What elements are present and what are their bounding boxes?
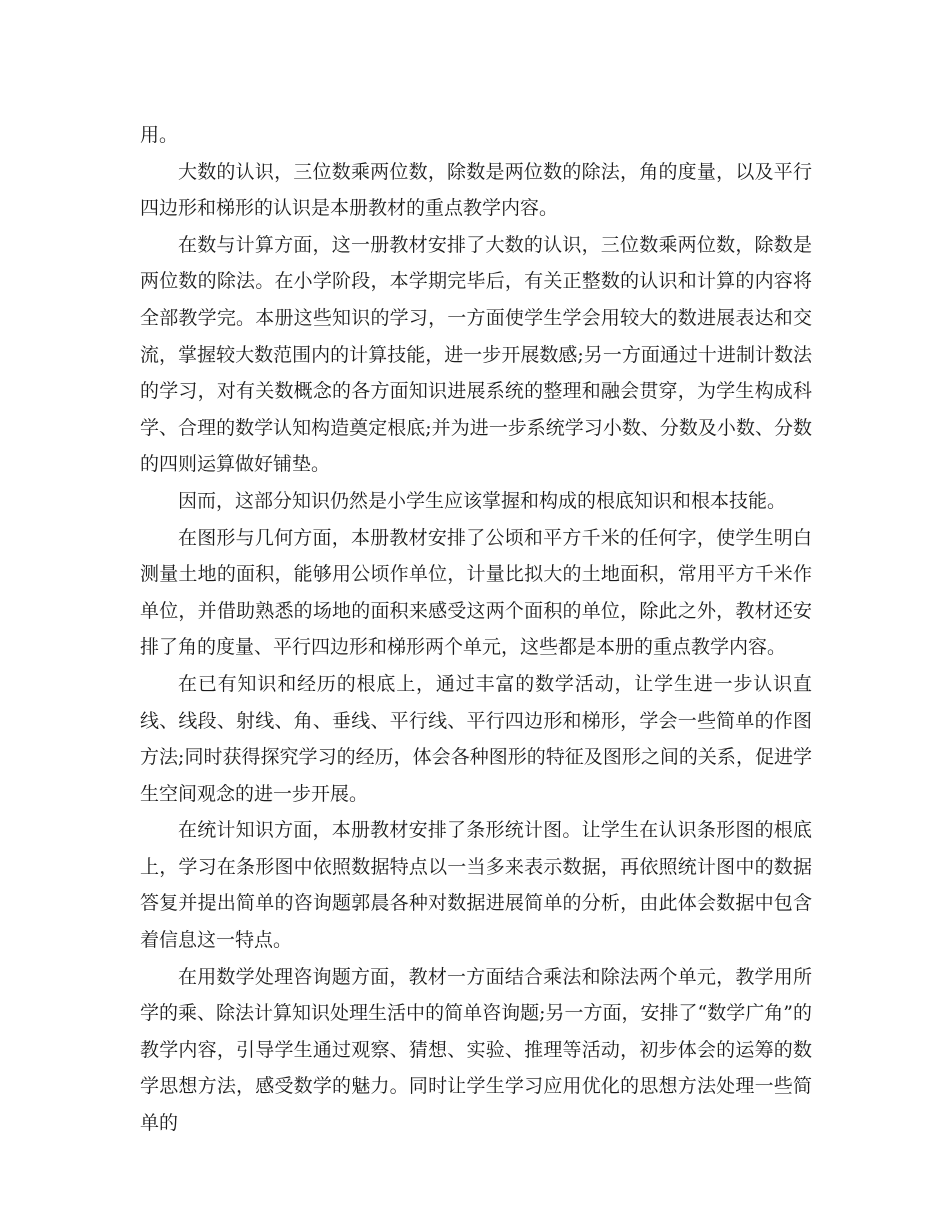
paragraph-statistics: 在统计知识方面，本册教材安排了条形统计图。让学生在认识条形图的根底上，学习在条形图中依照数据特点以一当多来表示数据，再依照统计图中的数据答复并提出简单的咨询题郭晨各种对数据进展简单的分析，由此体会数据中包含着信息这一特点。 (140, 819, 812, 952)
paragraph-basic-knowledge: 因而，这部分知识仍然是小学生应该掌握和构成的根底知识和根本技能。 (178, 489, 787, 512)
paragraph-geometry: 在图形与几何方面，本册教材安排了公顷和平方千米的任何字，使学生明白测量土地的面积，能够用公顷作单位，计量比拟大的土地面积，常用平方千米作单位，并借助熟悉的场地的面积来感受这两个面积的单位，除此之外，教材还安排了角的度量、平行四边形和梯形两个单元，这些都是本册的重点教学内容。 (140, 526, 812, 659)
body-text (140, 117, 812, 1142)
paragraph-numbers-calculation: 在数与计算方面，这一册教材安排了大数的认识，三位数乘两位数，除数是两位数的除法。在小学阶段，本学期完毕后，有关正整数的认识和计算的内容将全部教学完。本册这些知识的学习，一方面使学生学会用较大的数进展表达和交流，掌握较大数范围内的计算技能，进一步开展数感;另一方面通过十进制计数法的学习，对有关数概念的各方面知识进展系统的整理和融会贯穿，为学生构成科学、合理的数学认知构造奠定根底;并为进一步系统学习小数、分数及小数、分数的四则运算做好铺垫。 (140, 233, 812, 476)
paragraph-continuation: 用。 (140, 124, 179, 146)
paragraph-problem-solving: 在用数学处理咨询题方面，教材一方面结合乘法和除法两个单元，教学用所学的乘、除法计算知识处理生活中的简单咨询题;另一方面，安排了“数学广角”的教学内容，引导学生通过观察、猜想、实验、推理等活动，初步体会的运筹的数学思想方法，感受数学的魅力。同时让学生学习应用优化的思想方法处理一些简单的 (140, 965, 812, 1135)
paragraph-key-content: 大数的认识，三位数乘两位数，除数是两位数的除法，角的度量，以及平行四边形和梯形的认识是本册教材的重点教学内容。 (140, 160, 812, 220)
paragraph-math-activities: 在已有知识和经历的根底上，通过丰富的数学活动，让学生进一步认识直线、线段、射线、角、垂线、平行线、平行四边形和梯形，学会一些简单的作图方法;同时获得探究学习的经历，体会各种图形的特征及图形之间的关系，促进学生空间观念的进一步开展。 (140, 672, 812, 805)
